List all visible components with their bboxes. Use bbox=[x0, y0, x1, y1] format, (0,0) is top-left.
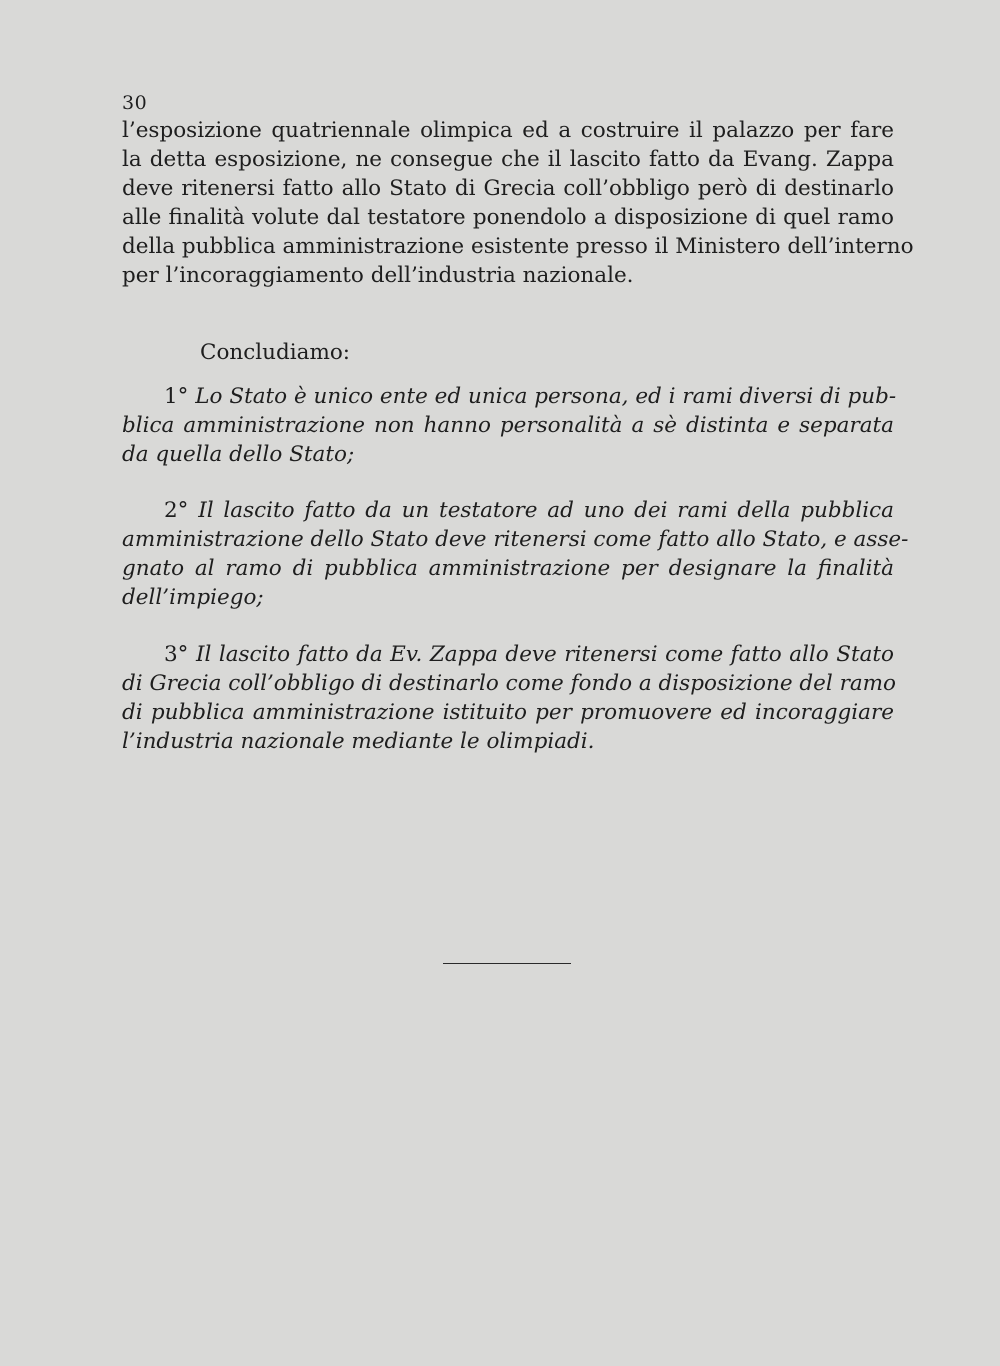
item-number: 1° bbox=[164, 384, 189, 409]
text-line bbox=[122, 382, 897, 411]
item-text: Lo Stato è unico ente ed unica persona, ed i rami diversi di pub- bbox=[195, 384, 897, 409]
text-line: amministrazione dello Stato deve ritenersi come fatto allo Stato, e asse- bbox=[122, 527, 909, 552]
text-line: della pubblica amministrazione esistente presso il Ministero dell’interno bbox=[122, 234, 914, 259]
text-line: per l’incoraggiamento dell’industria nazionale. bbox=[122, 263, 634, 288]
text-line: l’esposizione quatriennale olimpica ed a costruire il palazzo per fare bbox=[122, 118, 894, 143]
conclusion-item-2 bbox=[122, 496, 909, 612]
text-line: dell’impiego; bbox=[122, 585, 264, 610]
text-line bbox=[122, 640, 894, 669]
conclusion-item-1 bbox=[122, 382, 897, 469]
intro-paragraph bbox=[122, 116, 914, 290]
conclusion-item-3 bbox=[122, 640, 894, 756]
text-line: deve ritenersi fatto allo Stato di Grecia coll’obbligo però di destinarlo bbox=[122, 176, 894, 201]
item-number: 3° bbox=[164, 642, 189, 667]
text-line: di Grecia coll’obbligo di destinarlo come fondo a disposizione del ramo bbox=[122, 671, 896, 696]
text-line: alle finalità volute dal testatore ponendolo a disposizione di quel ramo bbox=[122, 205, 894, 230]
text-line: la detta esposizione, ne consegue che il lascito fatto da Evang. Zappa bbox=[122, 147, 894, 172]
text-line: blica amministrazione non hanno personalità a sè distinta e separata bbox=[122, 413, 894, 438]
text-line: di pubblica amministrazione istituito per promuovere ed incoraggiare bbox=[122, 700, 894, 725]
item-number: 2° bbox=[164, 498, 189, 523]
text-line bbox=[122, 496, 894, 525]
text-line: gnato al ramo di pubblica amministrazione per designare la finalità bbox=[122, 556, 894, 581]
conclusion-heading: Concludiamo: bbox=[200, 340, 351, 365]
item-text: Il lascito fatto da Ev. Zappa deve ritenersi come fatto allo Stato bbox=[195, 642, 894, 667]
item-text: Il lascito fatto da un testatore ad uno dei rami della pubblica bbox=[198, 498, 894, 523]
page-number: 30 bbox=[122, 92, 148, 114]
section-divider bbox=[443, 963, 571, 964]
text-line: l’industria nazionale mediante le olimpiadi. bbox=[122, 729, 595, 754]
text-line: da quella dello Stato; bbox=[122, 442, 355, 467]
